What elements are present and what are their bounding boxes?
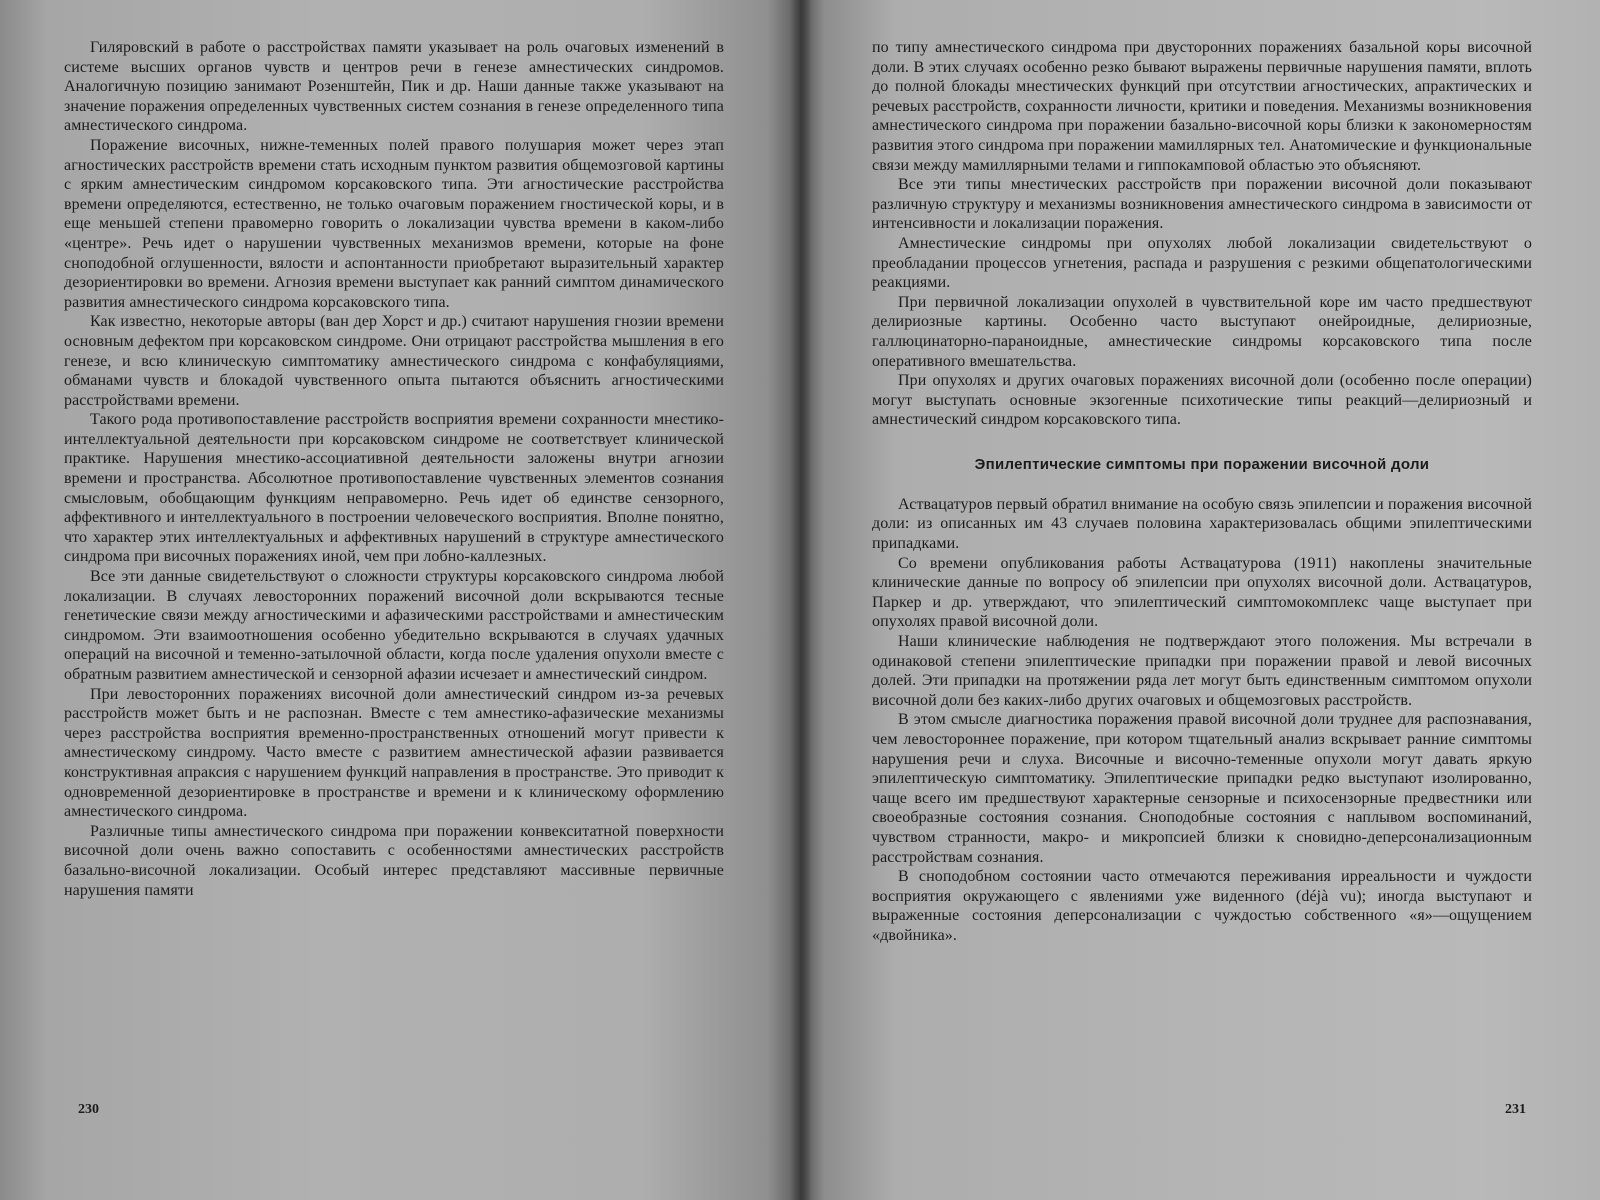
paragraph: Аствацатуров первый обратил внимание на особую связь эпилепсии и поражения височной доли: из описанных им 43 случаев половина характеризовалась общими эпилептическими припадками. [872,495,1532,553]
paragraph: Такого рода противопоставление расстройств восприятия времени сохранности мнестико-интеллектуальной деятельности при корсаковском синдроме не соответствует клинической практике. Нарушения мнестико-ассоциативной деятельности заложены внутри агнозии времени и пространства. Абсолютное противопоставление чувственных элементов сознания смысловым, обобщающим функциям неправомерно. Речь идет об единстве сензорного, аффективного и интеллектуального в построении человеческого восприятия. Вполне понятно, что характер этих интеллектуальных и аффективных нарушений в структуре амнестического синдрома при височных поражениях иной, чем при лобно-каллезных. [64,411,724,566]
paragraph: При левосторонних поражениях височной доли амнестический синдром из-за речевых расстройств может быть и не распознан. Вместе с тем амнестико-афазические механизмы через расстройства восприятия временно-пространственных отношений могут привести к амнестическому синдрому. Часто вместе с развитием амнестической афазии развивается конструктивная апраксия с нарушением функций направления в пространстве. Это приводит к одновременной дезориентировке в пространстве и времени и к клиническому оформлению амнестического синдрома. [64,685,724,821]
paragraph: При опухолях и других очаговых поражениях височной доли (особенно после операции) могут выступать основные экзогенные психотические типы реакций—делириозный и амнестический синдром корсаковского типа. [872,372,1532,429]
paragraph: В этом смысле диагностика поражения правой височной доли труднее для распознавания, чем левостороннее поражение, при котором тщательный анализ вскрывает ранние симптомы нарушения речи и слуха. Височные и височно-теменные опухоли могут давать яркую эпилептическую симптоматику. Эпилептические припадки редко выступают изолированно, чаще всего им предшествуют характерные сензорные и психосензорные предвестники или своеобразные состояния сознания. Сноподобные состояния с наплывом воспоминаний, чувством странности, макро- и микропсией близки к сновидно-деперсонализационным расстройствам сознания. [872,711,1532,866]
paragraph: В сноподобном состоянии часто отмечаются переживания ирреальности и чуждости восприятия окружающего с явлениями уже виденного (déjà vu); иногда выступают и выраженные состояния деперсонализации с чуждостью собственного «я»—ощущением «двойника». [872,868,1532,944]
paragraph-continued: по типу амнестического синдрома при двусторонних поражениях базальной коры височной доли. В этих случаях особенно резко бывают выражены первичные нарушения памяти, вплоть до полной блокады мнестических функций при отсутствии агностических, апрактических и речевых расстройств, сохранности личности, критики и поведения. Механизмы возникновения амнестического синдрома при поражении базально-височной коры близки к закономерностям развития этого синдрома при поражении мамиллярных тел. Анатомические и функциональные связи между мамиллярными телами и гиппокамповой областью это объясняют. [872,39,1532,174]
page-number-right: 231 [1505,1102,1526,1117]
page-number-left: 230 [78,1102,99,1117]
paragraph: Все эти типы мнестических расстройств при поражении височной доли показывают различную структуру и механизмы возникновения амнестического синдрома в зависимости от интенсивности и локализации поражения. [872,176,1532,233]
paragraph: Наши клинические наблюдения не подтверждают этого положения. Мы встречали в одинаковой степени эпилептические припадки при поражении правой и левой височных долей. Эти припадки на протяжении ряда лет могут быть единственным симптомом опухоли височной доли без каких-либо других очаговых и общемозговых расстройств. [872,633,1532,709]
paragraph: При первичной локализации опухолей в чувствительной коре им часто предшествуют делириозные картины. Особенно часто выступают онейроидные, делириозные, галлюцинаторно-параноидные, амнестические синдромы корсаковского типа после оперативного вмешательства. [872,293,1532,370]
right-page [800,0,1600,1200]
paragraph: Как известно, некоторые авторы (ван дер Хорст и др.) считают нарушения гнозии времени основным дефектом при корсаковском синдроме. Они отрицают расстройства мышления в его генезе, и всю клиническую симптоматику амнестического синдрома с конфабуляциями, обманами чувств и блокадой чувственного опыта пытаются объяснить агностическими расстройствами времени. [64,313,724,409]
section-heading: Эпилептические симптомы при поражении височной доли [974,455,1430,473]
right-page-text [872,38,1532,946]
paragraph: Различные типы амнестического синдрома при поражении конвекситатной поверхности височной доли очень важно сопоставить с особенностями амнестических расстройств базально-височной локализации. Особый интерес представляют массивные первичные нарушения памяти [64,822,724,899]
paragraph: Поражение височных, нижне-теменных полей правого полушария может через этап агностических расстройств времени стать исходным пунктом развития общемозговой картины с ярким амнестическим синдромом корсаковского типа. Эти агностические расстройства времени определяются, естественно, не только очаговым поражением гностической коры, и в еще меньшей степени правомерно говорить о локализации чувства времени в каком-либо «центре». Речь идет о нарушении чувственных механизмов времени, которые на фоне сноподобной оглушенности, вялости и аспонтанности приобретают выразительный характер дезориентировки во времени. Агнозия времени выступает как ранний симптом динамического развития амнестического синдрома корсаковского типа. [64,136,724,311]
left-page-text [64,38,724,900]
paragraph: Со времени опубликования работы Аствацатурова (1911) накоплены значительные клинические данные по вопросу об эпилепсии при опухолях височной доли. Аствацатуров, Паркер и др. утверждают, что эпилептический симптомокомплекс чаще выступает при опухолях правой височной доли. [872,554,1532,631]
paragraph: Гиляровский в работе о расстройствах памяти указывает на роль очаговых изменений в системе высших органов чувств и центров речи в генезе амнестических синдромов. Аналогичную позицию занимают Розенштейн, Пик и др. Наши данные также указывают на значение поражения определенных чувственных систем сознания в генезе определенного типа амнестического синдрома. [64,39,724,135]
paragraph: Амнестические синдромы при опухолях любой локализации свидетельствуют о преобладании процессов угнетения, распада и разрушения с резкими общепатологическими реакциями. [872,234,1532,292]
paragraph: Все эти данные свидетельствуют о сложности структуры корсаковского синдрома любой локализации. В случаях левосторонних поражений височной доли вскрываются тесные генетические связи между агностическими и афазическими расстройствами и амнестическим синдромом. Эти взаимоотношения особенно убедительно вскрываются в случаях удачных операций на височной и теменно-затылочной области, когда после удаления опухоли вместе с обратным развитием амнестической и сензорной афазии исчезает и амнестический синдром. [64,568,724,683]
